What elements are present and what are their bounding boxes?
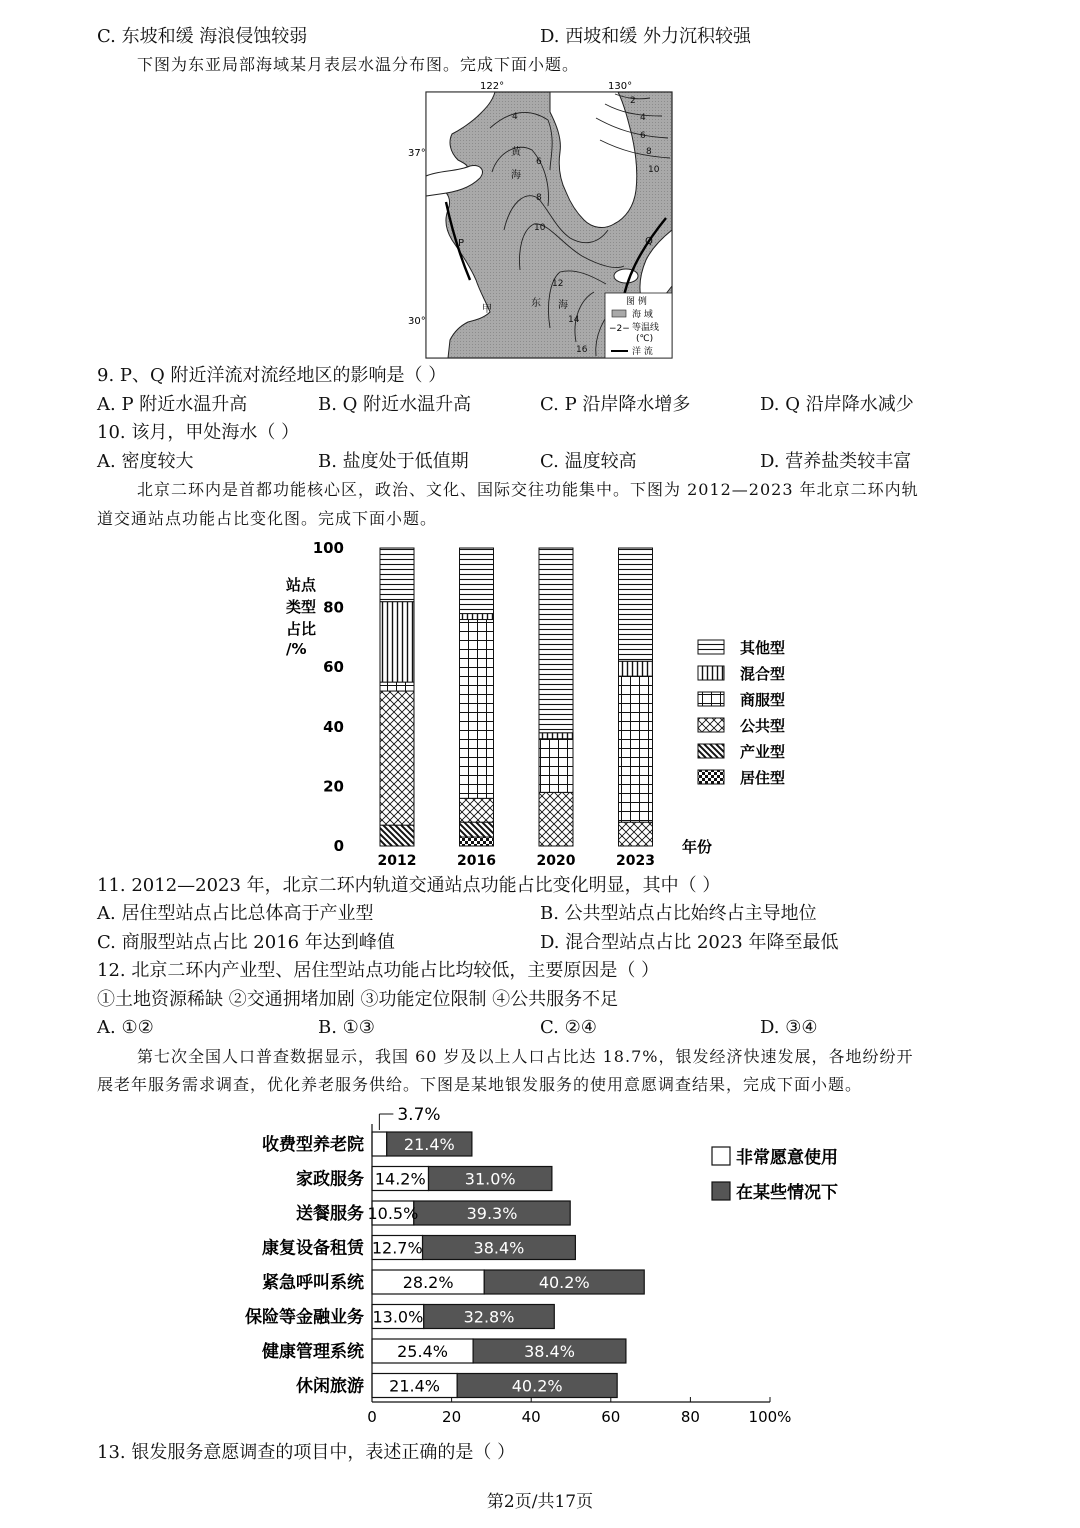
legend-swatch (698, 640, 724, 654)
beijing-intro-line2: 道交通站点功能占比变化图。完成下面小题。 (97, 509, 438, 528)
legend-label-conditional: 在某些情况下 (736, 1183, 838, 1203)
x-tick-label: 0 (367, 1408, 377, 1426)
bar-segment-混合型 (460, 614, 494, 620)
category-label: 休闲旅游 (296, 1376, 364, 1397)
map-intro: 下图为东亚局部海域某月表层水温分布图。完成下面小题。 (137, 55, 580, 74)
legend-swatch (698, 692, 724, 706)
legend-swatch-conditional (712, 1182, 730, 1200)
bar-segment-混合型 (539, 733, 573, 739)
conditional-value-label: 39.3% (466, 1204, 518, 1223)
x-axis-label: 年份 (682, 838, 713, 856)
legend-label: 公共型 (740, 717, 786, 735)
x-tick-label: 20 (442, 1408, 462, 1426)
iso-label-16: 16 (576, 345, 588, 355)
silver-intro-line1: 第七次全国人口普查数据显示，我国 60 岁及以上人口占比达 18.7%，银发经济快速发展，各地纷纷开 (137, 1047, 914, 1066)
category-label: 家政服务 (296, 1169, 364, 1190)
y-tick-label: 0 (333, 837, 344, 855)
beijing-intro-line1: 北京二环内是首都功能核心区，政治、文化、国际交往功能集中。下图为 2012—2023 年北京二环内轨 (137, 480, 919, 499)
category-label: 保险等金融业务 (245, 1307, 364, 1328)
map-island (614, 269, 638, 283)
x-tick-label: 80 (680, 1408, 700, 1426)
lon-label-122: 122° (480, 81, 505, 92)
legend-label: 其他型 (740, 639, 786, 657)
q9-option-d: D. Q 沿岸降水减少 (760, 394, 914, 415)
bar-segment-商服型 (539, 739, 573, 793)
willing-value-label: 28.2% (402, 1273, 454, 1292)
willing-value-label: 25.4% (397, 1342, 448, 1361)
bar-segment-混合型 (619, 661, 653, 676)
q9-option-c: C. P 沿岸降水增多 (540, 394, 691, 415)
bar-segment-其他型 (619, 548, 653, 661)
y-tick-label: 20 (323, 777, 344, 796)
silver-service-chart (220, 1100, 860, 1435)
q12-option-d: D. ③④ (760, 1017, 818, 1038)
sea-label-dong-2: 海 (558, 300, 568, 311)
bar-segment-公共型 (380, 691, 414, 825)
y-axis-label-line1: 站点 (286, 576, 317, 594)
q11-option-c: C. 商服型站点占比 2016 年达到峰值 (97, 932, 395, 953)
bar-segment-其他型 (539, 548, 573, 733)
category-label: 送餐服务 (296, 1204, 364, 1224)
legend-current: 洋 流 (632, 347, 653, 357)
conditional-value-label: 38.4% (473, 1238, 525, 1258)
legend-swatch (698, 718, 724, 732)
sea-label-dong-1: 东 (531, 298, 541, 309)
q8-option-d: D. 西坡和缓 外力沉积较强 (540, 26, 751, 47)
bar-segment-公共型 (539, 792, 573, 846)
q12-items: ①土地资源稀缺 ②交通拥堵加剧 ③功能定位限制 ④公共服务不足 (97, 989, 619, 1010)
iso-label-2: 2 (630, 96, 636, 106)
q10-option-d: D. 营养盐类较丰富 (760, 451, 912, 472)
category-label: 健康管理系统 (262, 1342, 364, 1362)
q12-stem: 12. 北京二环内产业型、居住型站点功能占比均较低，主要原因是（ ） (97, 960, 660, 981)
q9-option-b: B. Q 附近水温升高 (318, 394, 472, 415)
q11-option-a: A. 居住型站点占比总体高于产业型 (97, 903, 374, 924)
q11-option-d: D. 混合型站点占比 2023 年降至最低 (540, 932, 839, 953)
point-jia-label: 甲 (482, 304, 492, 315)
willing-value-label: 13.0% (372, 1307, 424, 1327)
bar-segment-商服型 (460, 620, 494, 799)
willing-value-label: 14.2% (374, 1169, 426, 1189)
x-tick-label: 40 (521, 1408, 541, 1426)
category-label: 康复设备租赁 (262, 1238, 364, 1259)
bar-segment-商服型 (380, 682, 414, 691)
x-tick-label: 100% (748, 1408, 792, 1426)
iso-label-4: 4 (640, 113, 646, 123)
bar-segment-混合型 (380, 602, 414, 682)
bar-willing (372, 1132, 387, 1156)
legend-label: 产业型 (740, 743, 786, 761)
q12-option-c: C. ②④ (540, 1017, 597, 1038)
conditional-value-label: 38.4% (524, 1342, 575, 1361)
legend-swatch (698, 770, 724, 784)
q10-stem: 10. 该月，甲处海水（ ） (97, 422, 300, 443)
iso-label-6: 6 (640, 131, 646, 141)
bar-segment-其他型 (460, 548, 494, 614)
station-function-chart (270, 532, 830, 872)
legend-label: 混合型 (740, 665, 786, 683)
callout-value-label: 3.7% (397, 1105, 441, 1125)
q10-option-b: B. 盐度处于低值期 (318, 451, 469, 472)
bar-segment-公共型 (460, 798, 494, 822)
y-tick-label: 100 (312, 539, 344, 557)
q10-option-a: A. 密度较大 (97, 451, 194, 472)
willing-value-label: 12.7% (371, 1238, 423, 1258)
point-p-label: P (458, 238, 465, 249)
y-tick-label: 60 (323, 658, 344, 677)
x-tick-label: 2020 (536, 853, 576, 869)
q11-option-b: B. 公共型站点占比始终占主导地位 (540, 903, 817, 924)
legend-swatch-willing (712, 1147, 730, 1165)
lon-label-130: 130° (608, 81, 633, 92)
iso-label-8: 8 (646, 147, 652, 157)
x-tick-label: 2023 (616, 853, 655, 869)
conditional-value-label: 21.4% (403, 1135, 455, 1154)
legend-iso-unit: (℃) (636, 334, 654, 344)
bar-segment-商服型 (619, 676, 653, 822)
x-tick-label: 2016 (457, 853, 496, 869)
legend-title: 图 例 (626, 297, 647, 307)
conditional-value-label: 40.2% (511, 1376, 563, 1396)
conditional-value-label: 31.0% (464, 1169, 516, 1189)
y-axis-label-line3: 占比 (286, 620, 317, 638)
y-tick-label: 80 (323, 598, 344, 617)
iso-label-8b: 8 (536, 193, 542, 203)
conditional-value-label: 32.8% (463, 1307, 515, 1327)
bar-segment-公共型 (619, 822, 653, 846)
legend-label: 商服型 (740, 691, 786, 709)
iso-label-10: 10 (648, 165, 660, 175)
legend-swatch (698, 744, 724, 758)
iso-label-10b: 10 (534, 223, 546, 233)
q10-option-c: C. 温度较高 (540, 451, 637, 472)
willing-value-label: 21.4% (389, 1376, 441, 1396)
map-legend (605, 293, 672, 358)
sea-temperature-map (400, 80, 690, 362)
legend-label: 居住型 (740, 769, 786, 787)
legend-iso: 等温线 (632, 323, 660, 333)
category-label: 紧急呼叫系统 (262, 1273, 364, 1293)
bar-segment-产业型 (460, 822, 494, 837)
bar-segment-产业型 (380, 825, 414, 846)
q13-stem: 13. 银发服务意愿调查的项目中，表述正确的是（ ） (97, 1442, 516, 1463)
q12-option-b: B. ①③ (318, 1017, 375, 1038)
q12-option-a: A. ①② (97, 1017, 154, 1038)
sea-label-huang-2: 海 (511, 170, 521, 181)
bar-segment-居住型 (460, 837, 494, 846)
lat-label-30: 30° (408, 316, 426, 327)
page-footer: 第2页/共17页 (486, 1492, 594, 1512)
iso-label-6b: 6 (536, 157, 542, 167)
willing-value-label: 10.5% (367, 1204, 419, 1223)
category-label: 收费型养老院 (262, 1135, 364, 1155)
y-axis-label-line4: /% (286, 640, 307, 658)
q9-stem: 9. P、Q 附近洋流对流经地区的影响是（ ） (97, 365, 447, 386)
y-axis-label-line2: 类型 (286, 598, 317, 616)
q11-stem: 11. 2012—2023 年，北京二环内轨道交通站点功能占比变化明显，其中（ ） (97, 875, 721, 896)
x-tick-label: 60 (601, 1408, 621, 1426)
legend-swatch (698, 666, 724, 680)
bar-segment-其他型 (380, 548, 414, 602)
iso-label-14: 14 (568, 315, 580, 325)
q8-option-c: C. 东坡和缓 海浪侵蚀较弱 (97, 26, 308, 47)
y-tick-label: 40 (323, 717, 344, 736)
silver-intro-line2: 展老年服务需求调查，优化养老服务供给。下图是某地银发服务的使用意愿调查结果，完成下面小题。 (97, 1075, 863, 1094)
legend-iso-symbol: −2− (609, 324, 630, 334)
q9-option-a: A. P 附近水温升高 (97, 394, 248, 415)
legend-sea: 海 域 (632, 310, 653, 320)
iso-label-12: 12 (552, 279, 564, 289)
lat-label-37: 37° (408, 148, 426, 159)
iso-label-4b: 4 (512, 112, 518, 122)
sea-label-huang-1: 黄 (511, 147, 521, 158)
x-tick-label: 2012 (377, 853, 417, 869)
conditional-value-label: 40.2% (538, 1273, 590, 1292)
legend-label-willing: 非常愿意使用 (736, 1148, 838, 1168)
point-q-label: Q (645, 236, 653, 247)
